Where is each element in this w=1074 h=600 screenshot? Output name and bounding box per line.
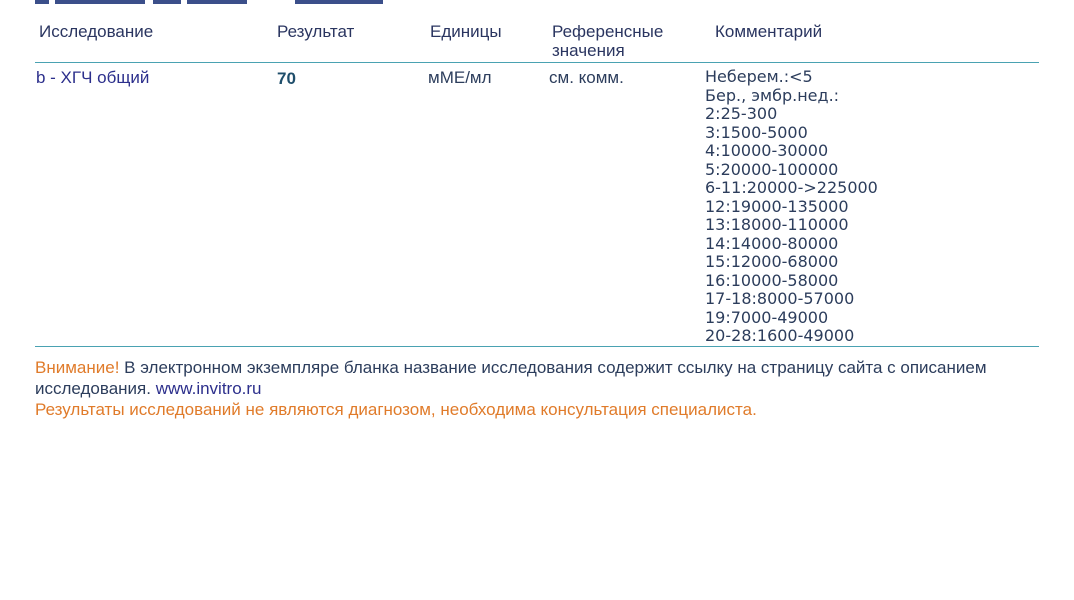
header-reference: Референсные значения xyxy=(552,22,664,60)
comment-line: 2:25-300 xyxy=(705,104,778,123)
comment-line: 16:10000-58000 xyxy=(705,270,839,290)
disclaimer-text: Результаты исследований не являются диагнозом, необходима консультация специалиста. xyxy=(35,400,757,419)
comment-line: 12:19000-135000 xyxy=(705,196,849,216)
header-units: Единицы xyxy=(430,22,502,41)
comment-line: 20-28:1600-49000 xyxy=(705,326,855,345)
comment-line: 5:20000-100000 xyxy=(705,159,839,179)
header-comment: Комментарий xyxy=(715,22,823,41)
comment-line: 17-18:8000-57000 xyxy=(705,289,855,308)
comment-line: 14:14000-80000 xyxy=(705,233,839,253)
comment-list xyxy=(705,68,878,346)
reference-value: см. комм. xyxy=(549,68,624,87)
units-value: мМЕ/мл xyxy=(428,68,492,87)
header-result: Результат xyxy=(277,22,355,41)
result-value: 70 xyxy=(277,69,296,88)
comment-line: 3:1500-5000 xyxy=(705,122,808,142)
test-name-link[interactable]: b - ХГЧ общий xyxy=(36,68,150,87)
comment-line: 19:7000-49000 xyxy=(705,307,829,327)
comment-line: 15:12000-68000 xyxy=(705,252,839,271)
comment-line: Бер., эмбр.нед.: xyxy=(705,85,840,105)
attention-text: В электронном экземпляре бланка название исследования содержит ссылку на страницу сайта с описанием исследования. xyxy=(35,358,987,398)
comment-line: 6-11:20000->225000 xyxy=(705,178,878,197)
clipped-header-text xyxy=(35,0,385,4)
header-divider xyxy=(35,62,1039,63)
site-link[interactable]: www.invitro.ru xyxy=(155,379,262,398)
header-test: Исследование xyxy=(39,22,154,41)
attention-label: Внимание! xyxy=(35,358,120,377)
comment-line: 13:18000-110000 xyxy=(705,215,849,234)
comment-line: 4:10000-30000 xyxy=(705,141,829,160)
notice-block xyxy=(35,357,1045,420)
table-bottom-divider xyxy=(35,346,1039,347)
comment-line: Неберем.:<5 xyxy=(705,67,813,86)
